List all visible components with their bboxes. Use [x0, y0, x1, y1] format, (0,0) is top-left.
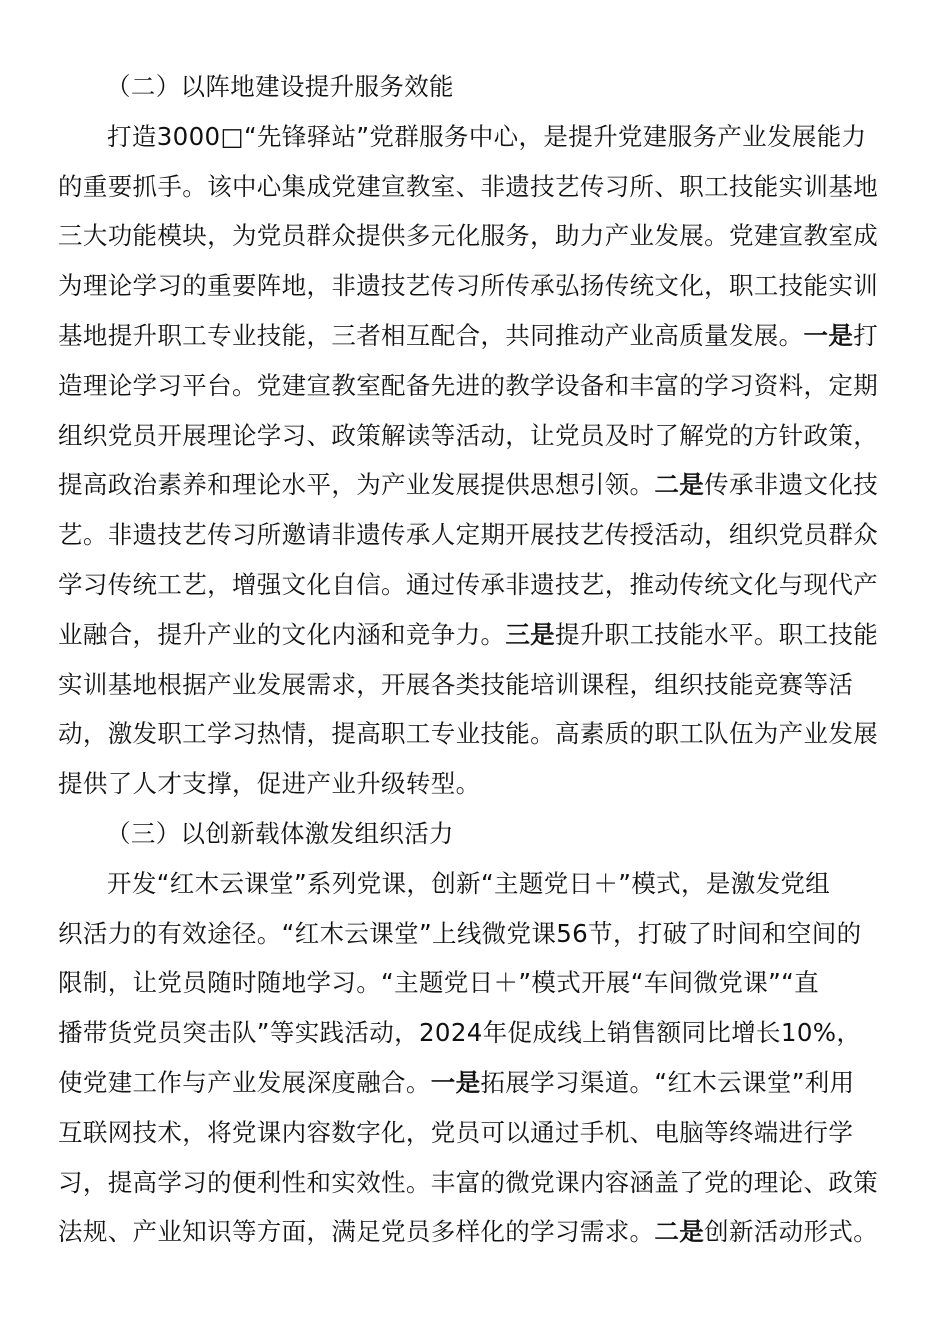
text-line: 的重要抓手。该中心集成党建宣教室、非遗技艺传习所、职工技能实训基地 [58, 171, 879, 201]
text-line [58, 1058, 892, 1108]
text-line: 限制，让党员随时随地学习。“主题党日＋”模式开展“车间微党课”“直 [58, 968, 820, 998]
text-line: 打造3000□“先锋驿站”党群服务中心，是提升党建服务产业发展能力 [107, 121, 867, 151]
text-line: 艺。非遗技艺传习所邀请非遗传承人定期开展技艺传授活动，组织党员群众 [58, 520, 879, 550]
text-line: 动，激发职工学习热情，提高职工专业技能。高素质的职工队伍为产业发展 [58, 719, 879, 749]
text-run: 法规、产业知识等方面，满足党员多样化的学习需求。 [58, 1217, 655, 1247]
text-line: 实训基地根据产业发展需求，开展各类技能培训课程，组织技能竞赛等活 [58, 669, 854, 699]
text-line: 播带货党员突击队”等实践活动，2024年促成线上销售额同比增长10%， [58, 1018, 862, 1048]
text-line [58, 610, 892, 660]
text-run: 传承非遗文化技 [704, 470, 879, 500]
text-run: 创新活动形式。 [704, 1217, 879, 1247]
section-heading-2: （二）以阵地建设提升服务效能 [106, 72, 454, 101]
bold-marker: 三是 [505, 619, 556, 649]
paragraph-service-center [58, 112, 892, 809]
text-line: 织活力的有效途径。“红木云课堂”上线微党课56节，打破了时间和空间的 [58, 918, 862, 948]
text-run: 基地提升职工专业技能，三者相互配合，共同推动产业高质量发展。 [58, 320, 804, 350]
text-line [58, 1207, 892, 1257]
bold-marker: 一是 [430, 1067, 481, 1097]
text-line [58, 311, 892, 361]
text-line: 开发“红木云课堂”系列党课，创新“主题党日＋”模式，是激发党组 [107, 868, 831, 898]
text-line: 习，提高学习的便利性和实效性。丰富的微党课内容涵盖了党的理论、政策 [58, 1167, 879, 1197]
text-line: 互联网技术，将党课内容数字化，党员可以通过手机、电脑等终端进行学 [58, 1117, 854, 1147]
document-page [58, 62, 892, 1257]
text-line: 提供了人才支撑，促进产业升级转型。 [58, 769, 481, 799]
text-line: 为理论学习的重要阵地，非遗技艺传习所传承弘扬传统文化，职工技能实训 [58, 271, 879, 301]
text-line: 学习传统工艺，增强文化自信。通过传承非遗技艺，推动传统文化与现代产 [58, 569, 879, 599]
bold-marker: 一是 [803, 320, 854, 350]
text-run: 拓展学习渠道。“红木云课堂”利用 [480, 1067, 855, 1097]
section-heading-3: （三）以创新载体激发组织活力 [106, 818, 454, 848]
text-line [58, 460, 892, 510]
text-line: 造理论学习平台。党建宣教室配备先进的教学设备和丰富的学习资料，定期 [58, 370, 879, 400]
text-run: 打 [853, 320, 879, 350]
text-run: 业融合，提升产业的文化内涵和竞争力。 [58, 619, 506, 649]
paragraph-cloud-classroom [58, 859, 892, 1257]
text-run: 提升职工技能水平。职工技能 [555, 619, 879, 649]
bold-marker: 二是 [654, 470, 705, 500]
bold-marker: 二是 [654, 1217, 705, 1247]
text-line: 三大功能模块，为党员群众提供多元化服务，助力产业发展。党建宣教室成 [58, 221, 879, 251]
text-run: 使党建工作与产业发展深度融合。 [58, 1067, 431, 1097]
text-line: 组织党员开展理论学习、政策解读等活动，让党员及时了解党的方针政策， [58, 420, 879, 450]
text-run: 提高政治素养和理论水平，为产业发展提供思想引领。 [58, 470, 655, 500]
